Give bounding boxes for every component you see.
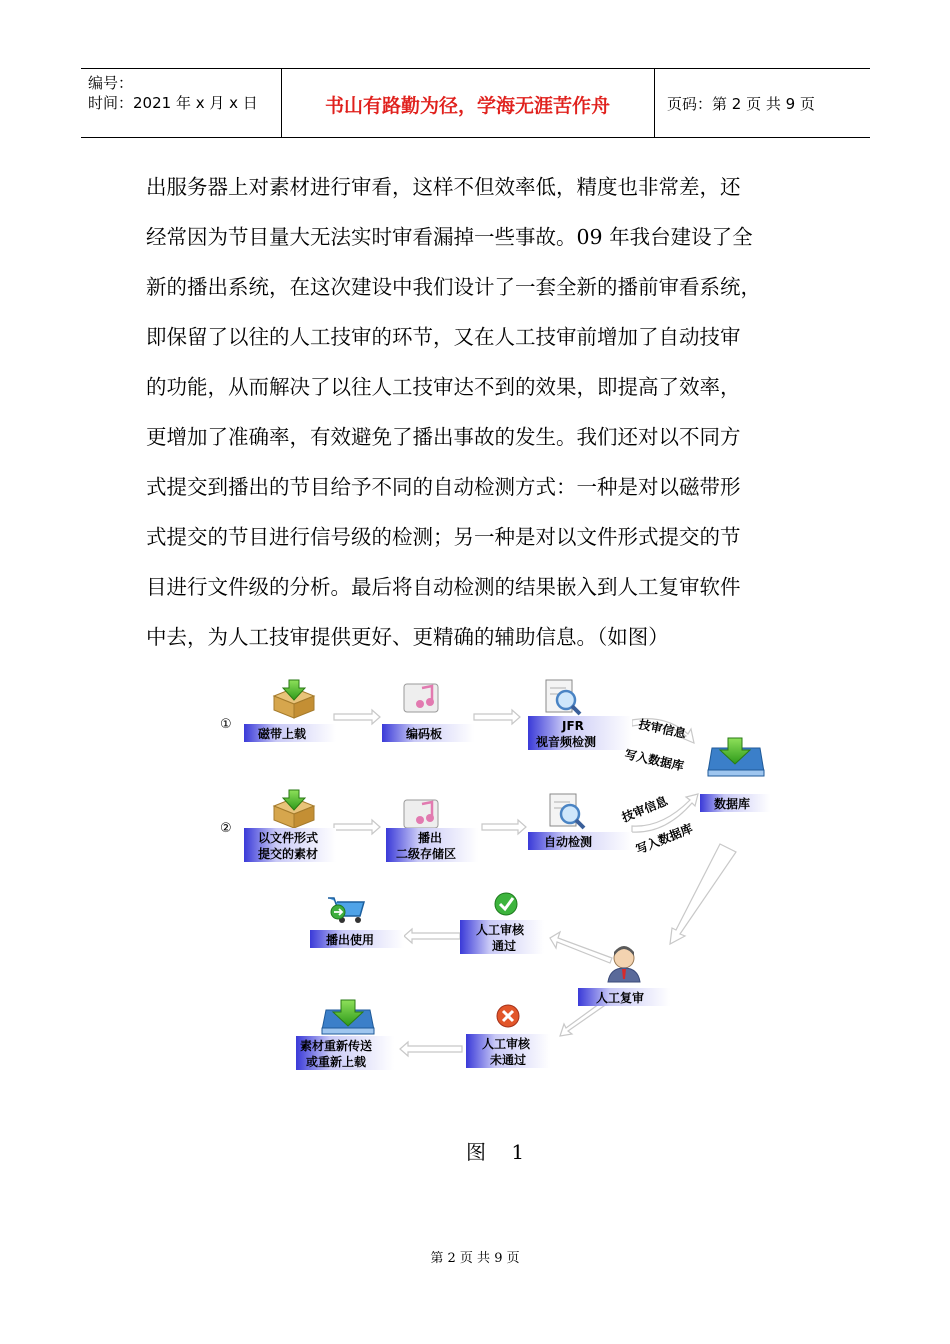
document-search-icon xyxy=(550,794,584,828)
node-database: 数据库 xyxy=(714,797,751,811)
arrow-tape-to-encoder xyxy=(334,710,380,724)
edge-label-tech-info-1: 技审信息 xyxy=(637,717,688,741)
text-line: 的功能，从而解决了以往人工技审达不到的效果，即提高了效率， xyxy=(146,375,741,399)
node-jfr-line1: JFR xyxy=(562,719,584,733)
header-meta-cell xyxy=(81,69,282,137)
page-header xyxy=(81,68,870,138)
arrow-play-to-auto xyxy=(482,820,526,834)
text-line: 新的播出系统，在这次建设中我们设计了一套全新的播前审看系统， xyxy=(146,275,761,299)
node-encoder: 编码板 xyxy=(406,727,443,741)
arrow-file-to-play xyxy=(334,820,380,834)
node-tape-upload: 磁带上载 xyxy=(258,727,307,741)
arrow-review-to-pass xyxy=(550,932,612,963)
step-marker-1: ① xyxy=(220,717,232,732)
header-page-cell xyxy=(655,69,870,137)
user-avatar-icon xyxy=(608,946,640,982)
node-file-line1: 以文件形式 xyxy=(258,831,319,845)
text-line: 出服务器上对素材进行审看，这样不但效率低，精度也非常差，还 xyxy=(146,175,741,199)
text-line: 更增加了准确率，有效避免了播出事故的发生。我们还对以不同方 xyxy=(146,425,741,449)
edge-label-write-db-2: 写入数据库 xyxy=(633,821,695,857)
time-label: 时间：2021 年 x 月 x 日 xyxy=(88,94,258,112)
figure-caption: 图 1 xyxy=(466,1140,525,1164)
arrow-encoder-to-jfr xyxy=(474,710,520,724)
node-play-line1: 播出 xyxy=(418,831,443,845)
node-jfr-line2: 视音频检测 xyxy=(536,735,597,749)
number-label: 编号： xyxy=(88,74,134,92)
database-tray-icon xyxy=(322,1000,374,1034)
header-motto-cell xyxy=(281,69,655,137)
node-resend-line1: 素材重新传送 xyxy=(300,1039,373,1053)
node-play-line2: 二级存储区 xyxy=(396,847,457,861)
download-box-icon xyxy=(274,680,314,718)
check-circle-icon xyxy=(495,893,517,915)
arrow-pass-to-broadcast xyxy=(404,929,460,943)
node-broadcast-use: 播出使用 xyxy=(326,933,375,947)
node-resend-line2: 或重新上载 xyxy=(306,1055,367,1069)
page-number-label: 页码：第 2 页 共 9 页 xyxy=(667,95,815,113)
motto-text: 书山有路勤为径，学海无涯苦作舟 xyxy=(324,95,610,117)
node-pass-line1: 人工审核 xyxy=(476,923,525,937)
node-fail-line2: 未通过 xyxy=(490,1053,527,1067)
body-paragraph xyxy=(146,167,826,667)
edge-label-tech-info-2: 技审信息 xyxy=(619,793,670,825)
music-file-icon xyxy=(404,684,438,712)
cross-circle-icon xyxy=(497,1005,519,1027)
text-line: 式提交到播出的节目给予不同的自动检测方式：一种是对以磁带形 xyxy=(146,475,741,499)
text-line: 经常因为节目量大无法实时审看漏掉一些事故。09 年我台建设了全 xyxy=(146,225,753,249)
text-line: 式提交的节目进行信号级的检测；另一种是对以文件形式提交的节 xyxy=(146,525,741,549)
music-file-icon xyxy=(404,800,438,828)
node-fail-line1: 人工审核 xyxy=(482,1037,531,1051)
node-auto-check: 自动检测 xyxy=(544,835,593,849)
text-line: 目进行文件级的分析。最后将自动检测的结果嵌入到人工复审软件 xyxy=(146,575,741,599)
step-marker-2: ② xyxy=(220,821,232,836)
download-box-icon xyxy=(274,790,314,828)
node-review: 人工复审 xyxy=(596,991,645,1005)
node-file-line2: 提交的素材 xyxy=(258,847,319,861)
edge-label-write-db-1: 写入数据库 xyxy=(623,747,685,774)
shopping-cart-icon xyxy=(328,898,364,923)
text-line: 中去，为人工技审提供更好、更精确的辅助信息。（如图） xyxy=(146,625,669,649)
arrow-fail-to-resend xyxy=(400,1042,462,1056)
database-tray-icon xyxy=(708,738,764,776)
page-footer: 第 2 页 共 9 页 xyxy=(430,1251,520,1266)
document-search-icon xyxy=(546,680,580,714)
arrow-db-to-review xyxy=(670,844,736,944)
node-pass-line2: 通过 xyxy=(492,939,517,953)
text-line: 即保留了以往的人工技审的环节，又在人工技审前增加了自动技审 xyxy=(146,325,741,349)
workflow-diagram xyxy=(210,676,770,1086)
